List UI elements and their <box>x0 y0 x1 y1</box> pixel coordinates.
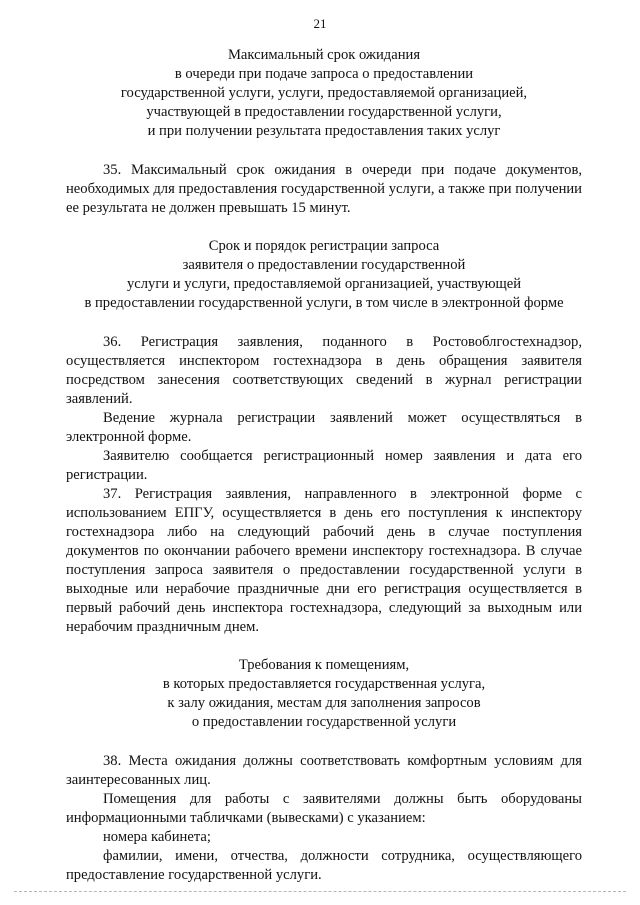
heading-line: Срок и порядок регистрации запроса <box>208 238 440 254</box>
scan-edge-line <box>14 891 626 892</box>
heading-line: о предоставлении государственной услуги <box>191 714 457 730</box>
paragraph-38: 38. Места ожидания должны соответствовать комфортным условиям для заинтересованных лиц. <box>66 753 582 788</box>
heading-line: в предоставлении государственной услуги, в том числе в электронной форме <box>84 295 564 311</box>
heading-line: участвующей в предоставлении государственной услуги, <box>146 104 502 120</box>
heading-line: заявителя о предоставлении государственной <box>182 257 466 273</box>
paragraph-35: 35. Максимальный срок ожидания в очереди при подаче документов, необходимых для предоставления государственной услуги, а также при получении ее результата не должен превышать 15 минут. <box>66 162 582 216</box>
heading-line: Требования к помещениям, <box>238 657 410 673</box>
document-body <box>66 46 582 885</box>
paragraph-reg-number: Заявителю сообщается регистрационный номер заявления и дата его регистрации. <box>66 448 582 483</box>
heading-line: Максимальный срок ожидания <box>227 47 421 63</box>
section-heading-waiting-time <box>66 46 582 141</box>
heading-line: к залу ожидания, местам для заполнения запросов <box>167 695 481 711</box>
paragraph-journal: Ведение журнала регистрации заявлений может осуществляться в электронной форме. <box>66 410 582 445</box>
paragraph-37: 37. Регистрация заявления, направленного в электронной форме с использованием ЕПГУ, осуществляется в день его поступления к инспектору гостехнадзора либо на следующий рабочий день в случае поступления документов по окончании рабочего времени инспектору гостехнадзора. В случае поступления запроса заявителя о предоставлении государственной услуги в выходные или нерабочие праздничные дни его регистрация осуществляется в первый рабочий день инспектора гостехнадзора, следующий за выходным или нерабочим праздничным днем. <box>66 486 582 635</box>
heading-line: и при получении результата предоставления таких услуг <box>147 123 501 139</box>
section-heading-registration <box>66 237 582 313</box>
section-heading-premises <box>66 656 582 732</box>
heading-line: услуги и услуги, предоставляемой организацией, участвующей <box>126 276 522 292</box>
page-number: 21 <box>313 16 327 31</box>
heading-line: государственной услуги, услуги, предоставляемой организацией, <box>120 85 528 101</box>
paragraph-36: 36. Регистрация заявления, поданного в Ростовоблгостехнадзор, осуществляется инспектором гостехнадзора в день обращения заявителя посредством занесения соответствующих сведений в журнал регистрации заявлений. <box>66 334 582 407</box>
paragraph-room-number: номера кабинета; <box>103 829 211 845</box>
heading-line: в очереди при подаче запроса о предоставлении <box>174 66 474 82</box>
paragraph-premises: Помещения для работы с заявителями должны быть оборудованы информационными табличками (вывесками) с указанием: <box>66 791 582 826</box>
paragraph-staff-name: фамилии, имени, отчества, должности сотрудника, осуществляющего предоставление государственной услуги. <box>66 848 582 883</box>
heading-line: в которых предоставляется государственная услуга, <box>162 676 486 692</box>
